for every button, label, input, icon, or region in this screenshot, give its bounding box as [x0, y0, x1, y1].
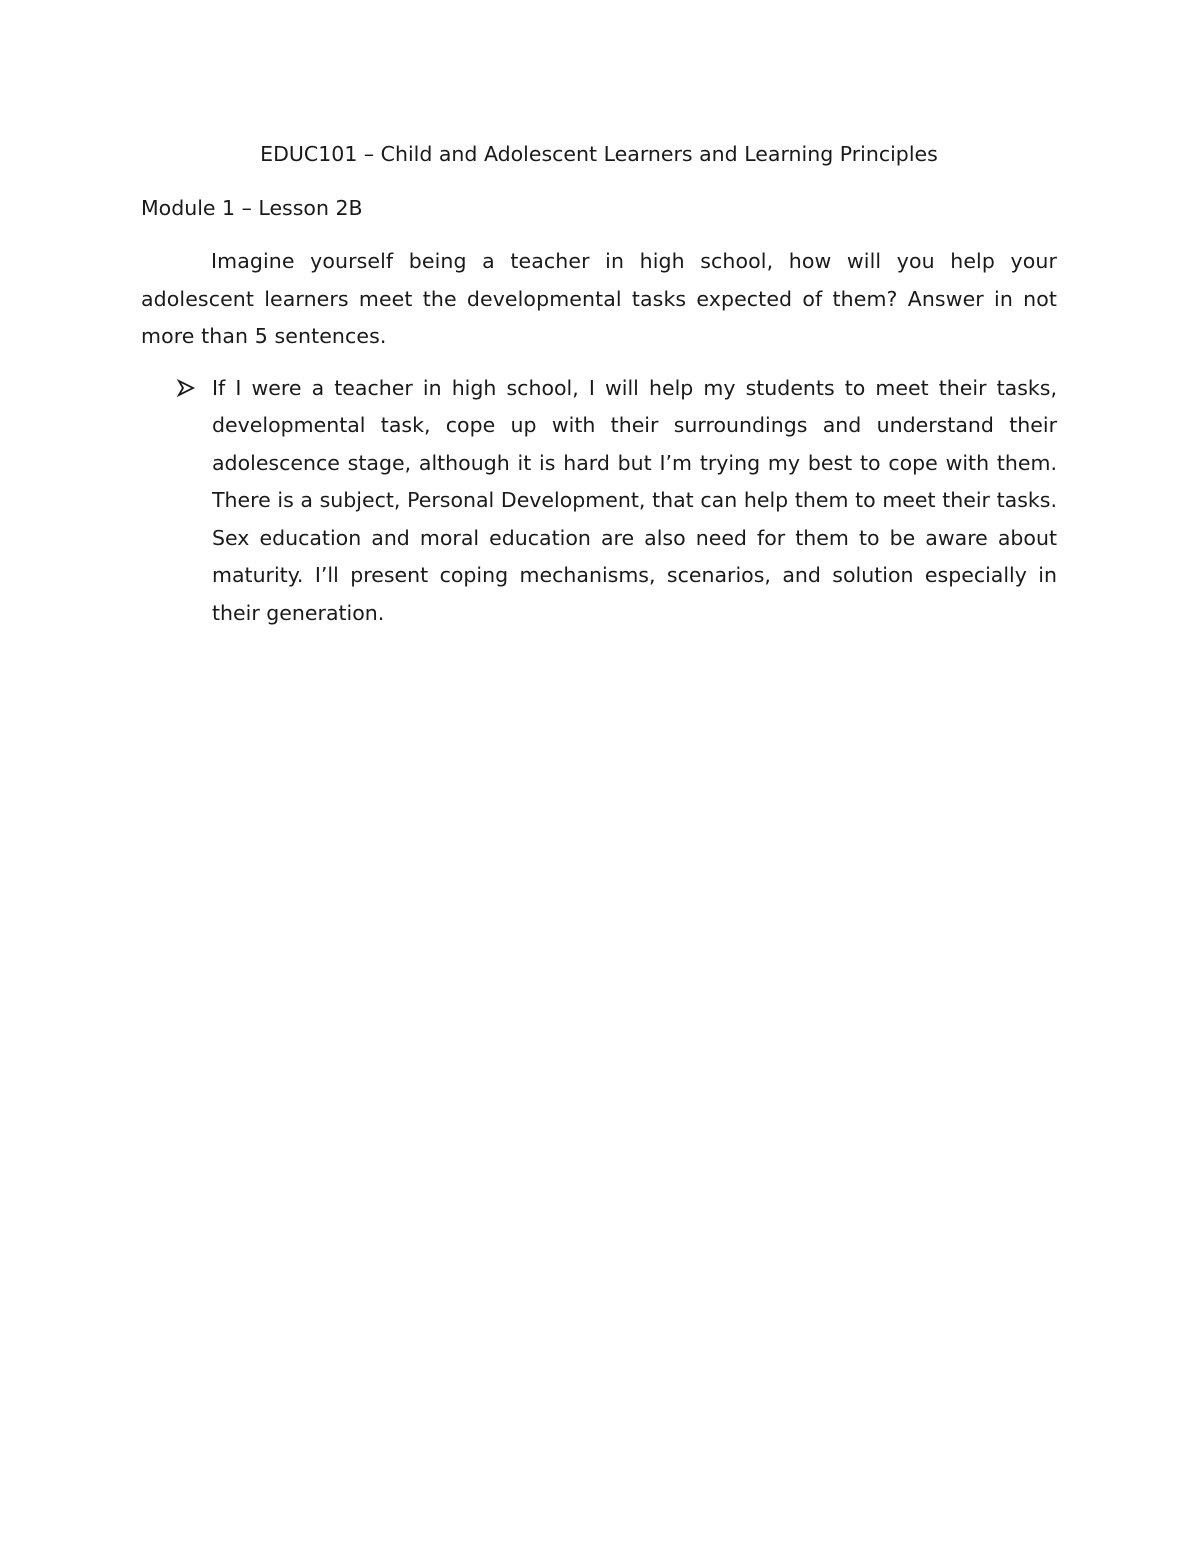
answer-text: If I were a teacher in high school, I will help my students to meet their tasks, developmental task, cope up with their surroundings and understand their adolescence stage, although it is hard but I’m trying my best to cope with them. There is a subject, Personal Development, that can help them to meet their tasks. Sex education and moral education are also need for them to be aware about maturity. I’ll present coping mechanisms, scenarios, and solution especially in their generation.: [212, 375, 1057, 625]
answer-item: [141, 370, 1057, 633]
answer-list: [141, 370, 1057, 633]
document-body: [141, 136, 1057, 632]
document-title: EDUC101 – Child and Adolescent Learners and Learning Principles: [260, 142, 938, 166]
arrow-bullet-icon: [175, 370, 197, 408]
question-prompt: Imagine yourself being a teacher in high school, how will you help your adolescent learners meet the developmental tasks expected of them? Answer in not more than 5 sentences.: [141, 249, 1057, 348]
module-heading: Module 1 – Lesson 2B: [141, 195, 363, 220]
